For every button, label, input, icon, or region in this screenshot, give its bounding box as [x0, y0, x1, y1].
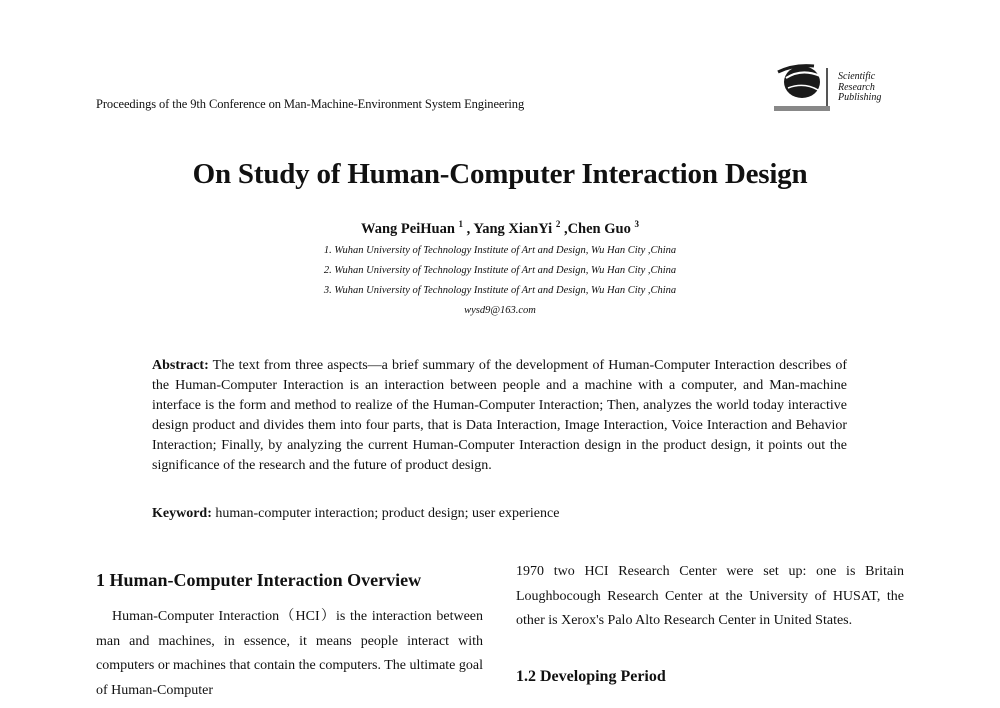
globe-icon [774, 62, 834, 116]
logo-line: Research [838, 81, 875, 93]
author-list [0, 221, 1000, 238]
abstract [152, 356, 847, 476]
paragraph-text: Human-Computer Interaction（HCI）is the interaction between man and machines, in essence, it means people interact with computers or machines that contain the computers. The ultimate goal of Human-Computer [96, 609, 483, 698]
affiliation-line: 1. Wuhan University of Technology Institute of Art and Design, Wu Han City ,China [323, 245, 677, 256]
section-paragraph [96, 605, 483, 703]
keywords [152, 506, 559, 522]
author-affiliation-mark: 3 [634, 219, 639, 230]
author-email: wysd9@163.com [464, 305, 536, 316]
author-name: ,Chen Guo [563, 221, 631, 237]
keyword-text: human-computer interaction; product design; user experience [211, 506, 560, 521]
paper-title: On Study of Human-Computer Interaction Design [192, 158, 808, 190]
affiliation-line: 3. Wuhan University of Technology Institute of Art and Design, Wu Han City ,China [323, 285, 677, 296]
proceedings-header: Proceedings of the 9th Conference on Man-Machine-Environment System Engineering [96, 97, 525, 111]
abstract-label: Abstract: [152, 358, 209, 373]
page-bottom-edge [0, 704, 1000, 708]
author-name: Wang PeiHuan [361, 221, 455, 237]
keyword-label: Keyword: [152, 506, 212, 521]
subsection-heading: 1.2 Developing Period [516, 668, 666, 685]
author-name: , Yang XianYi [466, 221, 553, 237]
abstract-text: The text from three aspects—a brief summary of the development of Human-Computer Interaction describes of the Human-Computer Interaction is an interaction between people and a machine with a computer, and Man-machine interface is the form and method to realize of the Human-Computer Interaction; Then, analyzes the world today interactive design product and divides them into four parts, that is Data Interaction, Image Interaction, Voice Interaction and Behavior Interaction; Finally, by analyzing the current Human-Computer Interaction design in the product design, it points out the significance of the research and the future of product design. [152, 358, 847, 473]
affiliation-line: 2. Wuhan University of Technology Institute of Art and Design, Wu Han City ,China [323, 265, 677, 276]
section-heading: 1 Human-Computer Interaction Overview [96, 570, 422, 590]
publisher-name [838, 72, 881, 104]
author-affiliation-mark: 2 [555, 219, 561, 230]
right-column-paragraph: 1970 two HCI Research Center were set up: one is Britain Loughbocough Research Center at the University of HUSAT, the other is Xerox's Palo Alto Research Center in United States. [516, 564, 904, 628]
author-affiliation-mark: 1 [458, 219, 464, 230]
publisher-logo [774, 62, 899, 116]
logo-line: Publishing [838, 92, 882, 103]
logo-line: Scientific [838, 71, 876, 82]
